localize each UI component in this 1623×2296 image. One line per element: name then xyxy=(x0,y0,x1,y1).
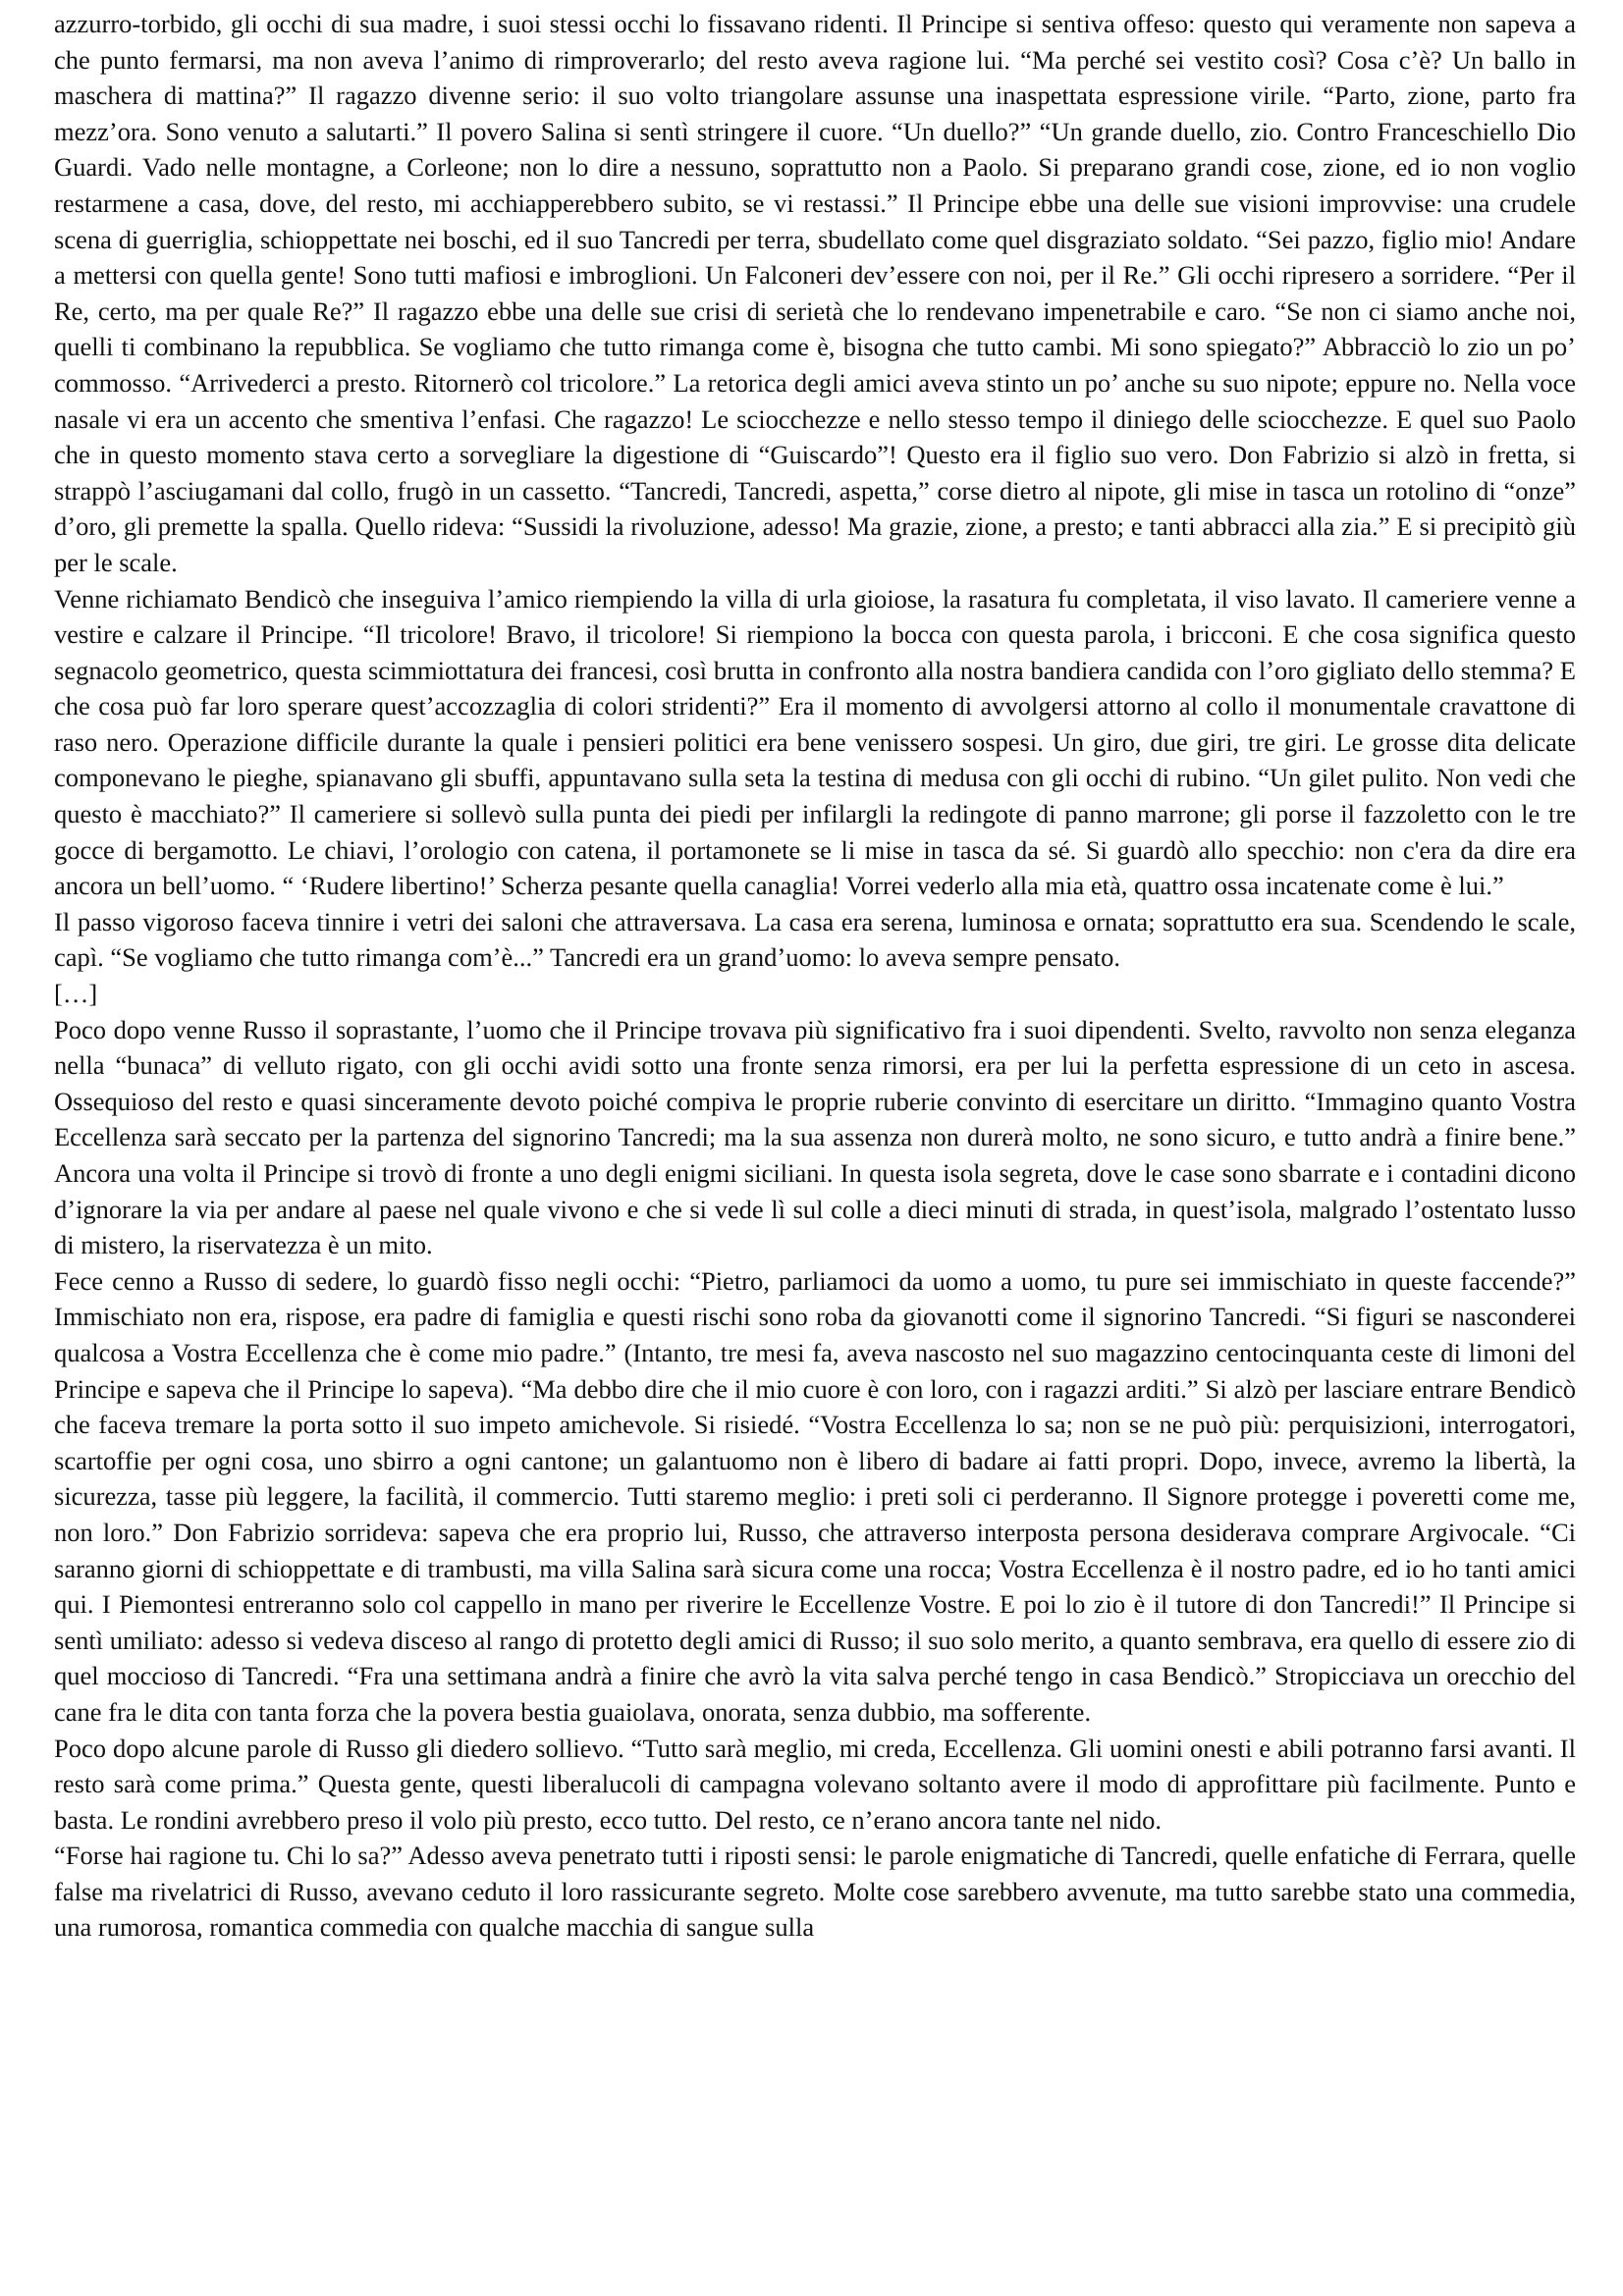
paragraph-vigorous-step: Il passo vigoroso faceva tinnire i vetri dei saloni che attraversava. La casa era serena, luminosa e ornata; soprattutto era sua. Scendendo le scale, capì. “Se vogliamo che tutto rimanga com’è...” Tancredi era un grand’uomo: lo aveva sempre pensato. xyxy=(54,906,1576,973)
paragraph-comedy: “Forse hai ragione tu. Chi lo sa?” Adesso aveva penetrato tutti i riposti sensi: le parole enigmatiche di Tancredi, quelle enfatiche di Ferrara, quelle false ma rivelatrici di Russo, avevano ceduto il loro rassicurante segreto. Molte cose sarebbero avvenute, ma tutto sarebbe stato una commedia, una rumorosa, romantica commedia con qualche macchia di sangue sulla xyxy=(54,1841,1576,1943)
paragraph-relief: Poco dopo alcune parole di Russo gli diedero sollievo. “Tutto sarà meglio, mi creda, Eccellenza. Gli uomini onesti e abili potranno farsi avanti. Il resto sarà come prima.” Questa gente, questi liberalucoli di campagna volevano soltanto avere il modo di approfittare più facilmente. Punto e basta. Le rondini avrebbero preso il volo più presto, ecco tutto. Del resto, ce n’erano ancora tante nel nido. xyxy=(54,1733,1576,1835)
omission-marker: […] xyxy=(54,979,98,1009)
paragraph-dressing-prince: Venne richiamato Bendicò che inseguiva l’amico riempiendo la villa di urla gioiose, la rasatura fu completata, il viso lavato. Il cameriere venne a vestire e calzare il Principe. “Il tricolore! Bravo, il tricolore! Si riempiono la bocca con questa parola, i bricconi. E che cosa significa questo segnacolo geometrico, questa scimmiottatura dei francesi, così brutta in confronto alla nostra bandiera candida con l’oro gigliato dello stemma? E che cosa può far loro sperare quest’accozzaglia di colori stridenti?” Era il momento di avvolgersi attorno al collo il monumentale cravattone di raso nero. Operazione difficile durante la quale i pensieri politici era bene venissero sospesi. Un giro, due giri, tre giri. Le grosse dita delicate componevano le pieghe, spianavano gli sbuffi, appuntavano sulla seta la testina di medusa con gli occhi di rubino. “Un gilet pulito. Non vedi che questo è macchiato?” Il cameriere si sollevò sulla punta dei piedi per infilargli la redingote di panno marrone; gli porse il fazzoletto con le tre gocce di bergamotto. Le chiavi, l’orologio con catena, il portamonete se li mise in tasca da sé. Si guardò allo specchio: non c'era da dire era ancora un bell’uomo. “ ‘Rudere libertino!’ Scherza pesante quella canaglia! Vorrei vederlo alla mia età, quattro ossa incatenate come è lui.” xyxy=(54,583,1576,901)
document-page xyxy=(54,6,1576,1946)
paragraph-tancredi-departure: azzurro-torbido, gli occhi di sua madre, i suoi stessi occhi lo fissavano ridenti. Il Principe si sentiva offeso: questo qui veramente non sapeva a che punto fermarsi, ma non aveva l’animo di rimproverarlo; del resto aveva ragione lui. “Ma perché sei vestito così? Cosa c’è? Un ballo in maschera di mattina?” Il ragazzo divenne serio: il suo volto triangolare assunse una inaspettata espressione virile. “Parto, zione, parto fra mezz’ora. Sono venuto a salutarti.” Il povero Salina si sentì stringere il cuore. “Un duello?” “Un grande duello, zio. Contro Franceschiello Dio Guardi. Vado nelle montagne, a Corleone; non lo dire a nessuno, soprattutto non a Paolo. Si preparano grandi cose, zione, ed io non voglio restarmene a casa, dove, del resto, mi acchiapperebbero subito, se vi restassi.” Il Principe ebbe una delle sue visioni improvvise: una crudele scena di guerriglia, schioppettate nei boschi, ed il suo Tancredi per terra, sbudellato come quel disgraziato soldato. “Sei pazzo, figlio mio! Andare a mettersi con quella gente! Sono tutti mafiosi e imbroglioni. Un Falconeri dev’essere con noi, per il Re.” Gli occhi ripresero a sorridere. “Per il Re, certo, ma per quale Re?” Il ragazzo ebbe una delle sue crisi di serietà che lo rendevano impenetrabile e caro. “Se non ci siamo anche noi, quelli ti combinano la repubblica. Se vogliamo che tutto rimanga come è, bisogna che tutto cambi. Mi sono spiegato?” Abbracciò lo zio un po’ commosso. “Arrivederci a presto. Ritornerò col tricolore.” La retorica degli amici aveva stinto un po’ anche su suo nipote; eppure no. Nella voce nasale vi era un accento che smentiva l’enfasi. Che ragazzo! Le sciocchezze e nello stesso tempo il diniego delle sciocchezze. E quel suo Paolo che in questo momento stava certo a sorvegliare la digestione di “Guiscardo”! Questo era il figlio suo vero. Don Fabrizio si alzò in fretta, si strappò l’asciugamani dal collo, frugò in un cassetto. “Tancredi, Tancredi, aspetta,” corse dietro al nipote, gli mise in tasca un rotolino di “onze” d’oro, gli premette la spalla. Quello rideva: “Sussidi la rivoluzione, adesso! Ma grazie, zione, a presto; e tanti abbracci alla zia.” E si precipitò giù per le scale. xyxy=(54,9,1576,577)
paragraph-russo-arrives: Poco dopo venne Russo il soprastante, l’uomo che il Principe trovava più significativo fra i suoi dipendenti. Svelto, ravvolto non senza eleganza nella “bunaca” di velluto rigato, con gli occhi avidi sotto una fronte senza rimorsi, era per lui la perfetta espressione di un ceto in ascesa. Ossequioso del resto e quasi sinceramente devoto poiché compiva le proprie ruberie convinto di esercitare un diritto. “Immagino quanto Vostra Eccellenza sarà seccato per la partenza del signorino Tancredi; ma la sua assenza non durerà molto, ne sono sicuro, e tutto andrà a finire bene.” Ancora una volta il Principe si trovò di fronte a uno degli enigmi siciliani. In questa isola segreta, dove le case sono sbarrate e i contadini dicono d’ignorare la via per andare al paese nel quale vivono e che si vede lì sul colle a dieci minuti di strada, in quest’isola, malgrado l’ostentato lusso di mistero, la riservatezza è un mito. xyxy=(54,1014,1576,1260)
paragraph-russo-conversation: Fece cenno a Russo di sedere, lo guardò fisso negli occhi: “Pietro, parliamoci da uomo a uomo, tu pure sei immischiato in queste faccende?” Immischiato non era, rispose, era padre di famiglia e questi rischi sono roba da giovanotti come il signorino Tancredi. “Si figuri se nasconderei qualcosa a Vostra Eccellenza che è come mio padre.” (Intanto, tre mesi fa, aveva nascosto nel suo magazzino centocinquanta ceste di limoni del Principe e sapeva che il Principe lo sapeva). “Ma debbo dire che il mio cuore è con loro, con i ragazzi arditi.” Si alzò per lasciare entrare Bendicò che faceva tremare la porta sotto il suo impeto amichevole. Si risiedé. “Vostra Eccellenza lo sa; non se ne può più: perquisizioni, interrogatori, scartoffie per ogni cosa, uno sbirro a ogni cantone; un galantuomo non è libero di badare ai fatti propri. Dopo, invece, avremo la libertà, la sicurezza, tasse più leggere, la facilità, il commercio. Tutti staremo meglio: i preti soli ci perderanno. Il Signore protegge i poveretti come me, non loro.” Don Fabrizio sorrideva: sapeva che era proprio lui, Russo, che attraverso interposta persona desiderava comprare Argivocale. “Ci saranno giorni di schioppettate e di trambusti, ma villa Salina sarà sicura come una rocca; Vostra Eccellenza è il nostro padre, ed io ho tanti amici qui. I Piemontesi entreranno solo col cappello in mano per riverire le Eccellenze Vostre. E poi lo zio è il tutore di don Tancredi!” Il Principe si sentì umiliato: adesso si vedeva disceso al rango di protetto degli amici di Russo; il suo solo merito, a quanto sembrava, era quello di essere zio di quel moccioso di Tancredi. “Fra una settimana andrà a finire che avrò la vita salva perché tengo in casa Bendicò.” Stropicciava un orecchio del cane fra le dita con tanta forza che la povera bestia guaiolava, onorata, senza dubbio, ma sofferente. xyxy=(54,1265,1576,1727)
